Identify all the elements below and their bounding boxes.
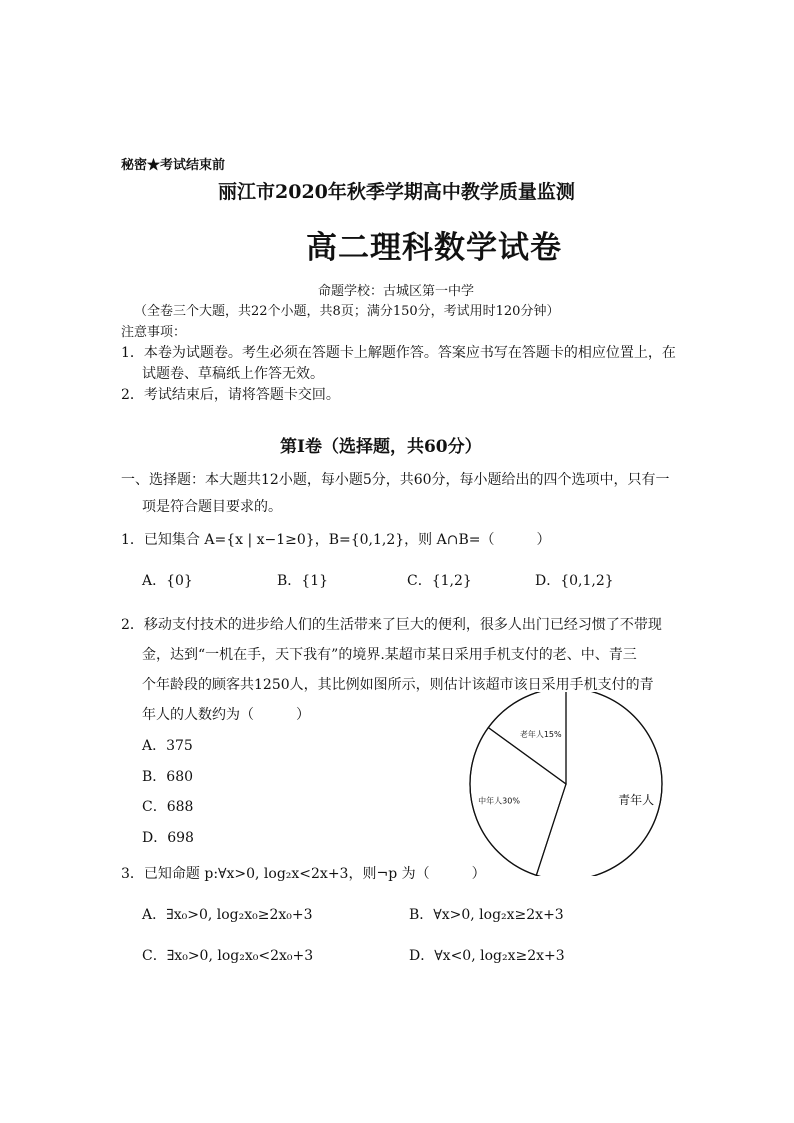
section-intro-cont: 项是符合题目要求的。: [142, 499, 282, 515]
q1-stem: 1．已知集合 A={x | x−1≥0}，B={0,1,2}，则 A∩B=（ ）: [121, 532, 551, 548]
note-item: 2．考试结束后，请将答题卡交回。: [121, 387, 340, 403]
q1-option-a: A．{0}: [142, 573, 193, 589]
q2-option-a: A．375: [142, 738, 193, 754]
section-title: 第Ⅰ卷（选择题，共60分）: [280, 437, 482, 457]
exam-title: 丽江市2020年秋季学期高中教学质量监测: [218, 181, 575, 203]
q3-option-a: A．∃x₀>0, log₂x₀≥2x₀+3: [142, 907, 313, 923]
q2-line: 年人的人数约为（ ）: [142, 707, 310, 723]
q3-stem: 3．已知命题 p:∀x>0, log₂x<2x+3，则¬p 为（ ）: [121, 866, 486, 882]
school-line: 命题学校：古城区第一中学: [318, 284, 475, 299]
section-intro: 一、选择题：本大题共12小题，每小题5分，共60分，每小题给出的四个选项中，只有一: [121, 472, 670, 488]
q1-option-b: B．{1}: [277, 573, 329, 589]
secrecy-label: 秘密★考试结束前: [121, 158, 226, 173]
paper-title: 高二理科数学试卷: [306, 230, 562, 266]
age-pie-chart: [460, 692, 666, 876]
pie-slice-label: 老年人15%: [519, 729, 562, 739]
pie-slice-label: 青年人: [618, 792, 655, 807]
q2-line: 2．移动支付技术的进步给人们的生活带来了巨大的便利，很多人出门已经习惯了不带现: [121, 617, 662, 633]
q2-option-d: D．698: [142, 830, 194, 846]
q3-option-b: B．∀x>0, log₂x≥2x+3: [409, 907, 564, 923]
q1-option-c: C．{1,2}: [407, 573, 472, 589]
exam-info: （全卷三个大题，共22个小题，共8页；满分150分，考试用时120分钟）: [134, 304, 560, 319]
q3-option-c: C．∃x₀>0, log₂x₀<2x₀+3: [142, 948, 314, 964]
q2-line: 个年龄段的顾客共1250人，其比例如图所示，则估计该超市该日采用手机支付的青: [142, 677, 654, 693]
q2-line: 金，达到“一机在手，天下我有”的境界.某超市某日采用手机支付的老、中、青三: [142, 647, 637, 663]
note-item: 1．本卷为试题卷。考生必须在答题卡上解题作答。答案应书写在答题卡的相应位置上，在: [121, 345, 676, 361]
q2-option-c: C．688: [142, 799, 194, 815]
q2-option-b: B．680: [142, 769, 194, 785]
pie-slice-label: 中年人30%: [478, 796, 520, 806]
q1-option-d: D．{0,1,2}: [535, 573, 614, 589]
note-item: 试题卷、草稿纸上作答无效。: [142, 366, 324, 382]
q3-option-d: D．∀x<0, log₂x≥2x+3: [409, 948, 565, 964]
notes-title: 注意事项：: [121, 325, 187, 340]
